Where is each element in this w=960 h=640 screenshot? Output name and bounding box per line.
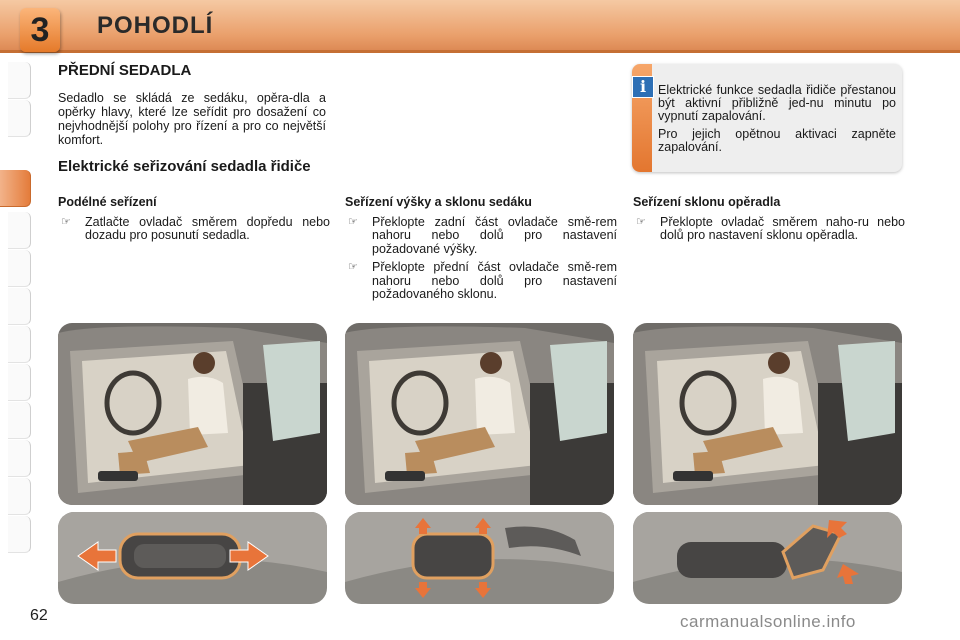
side-tab-6[interactable] — [8, 288, 31, 325]
chapter-side-tabs — [0, 62, 32, 578]
side-tab-5[interactable] — [8, 250, 31, 287]
info-text — [658, 84, 896, 159]
backrest-control-detail — [633, 512, 902, 604]
seat-height-tilt-control-detail — [345, 512, 614, 604]
bullet-text: Překlopte zadní část ovladače smě-rem nahoru nebo dolů pro nastavení požadované výšky. — [372, 214, 617, 256]
list-item — [633, 216, 905, 243]
hand-pointer-icon: ☞ — [61, 215, 71, 228]
info-icon: i — [632, 76, 654, 98]
info-paragraph: Elektrické funkce sedadla řidiče přestanou být aktivní přibližně jed-nu minutu po vypnutí zapalování. — [658, 83, 896, 123]
column-title: Podélné seřízení — [58, 195, 157, 209]
chapter-number-badge: 3 — [20, 8, 60, 52]
section-subtitle: Elektrické seřizování sedadla řidiče — [58, 158, 311, 175]
car-interior-photo-3 — [633, 323, 902, 505]
section-title: PŘEDNÍ SEDADLA — [58, 62, 192, 79]
info-box — [632, 64, 902, 172]
info-paragraph: Pro jejich opětnou aktivaci zapněte zapalování. — [658, 127, 896, 154]
side-tab-3-active[interactable] — [0, 170, 31, 207]
side-tab-1[interactable] — [8, 62, 31, 99]
side-tab-11[interactable] — [8, 478, 31, 515]
column-backrest — [633, 196, 905, 248]
list-item — [345, 261, 617, 302]
column-title: Seřízení výšky a sklonu sedáku — [345, 195, 532, 209]
side-tab-7[interactable] — [8, 326, 31, 363]
side-tab-10[interactable] — [8, 440, 31, 477]
column-height-tilt — [345, 196, 617, 307]
bullet-text: Zatlačte ovladač směrem dopředu nebo dozadu pro posunutí sedadla. — [85, 214, 330, 242]
side-tab-9[interactable] — [8, 402, 31, 439]
side-tab-2[interactable] — [8, 100, 31, 137]
section-intro: Sedadlo se skládá ze sedáku, opěra-dla a opěrky hlavy, které lze seřídit pro dosažení co nejvhodnější polohy pro řízení a pro co největší komfort. — [58, 91, 326, 147]
side-tab-12[interactable] — [8, 516, 31, 553]
side-tab-8[interactable] — [8, 364, 31, 401]
column-longitudinal — [58, 196, 330, 248]
hand-pointer-icon: ☞ — [348, 215, 358, 228]
seat-slide-control-detail — [58, 512, 327, 604]
list-item — [58, 216, 330, 243]
hand-pointer-icon: ☞ — [348, 261, 358, 273]
chapter-title: POHODLÍ — [97, 12, 214, 39]
bullet-text: Překlopte přední část ovladače smě-rem nahoru nebo dolů pro nastavení požadovaného sklonu. — [372, 260, 617, 301]
column-title: Seřízení sklonu opěradla — [633, 195, 781, 209]
header-divider — [0, 50, 960, 53]
bullet-text: Překlopte ovladač směrem naho-ru nebo dolů pro nastavení sklonu opěradla. — [660, 214, 905, 242]
list-item — [345, 216, 617, 257]
page-number: 62 — [30, 607, 48, 624]
watermark: carmanualsonline.info — [680, 612, 856, 631]
side-tab-4[interactable] — [8, 212, 31, 249]
hand-pointer-icon: ☞ — [636, 215, 646, 228]
car-interior-photo-2 — [345, 323, 614, 505]
car-interior-photo-1 — [58, 323, 327, 505]
